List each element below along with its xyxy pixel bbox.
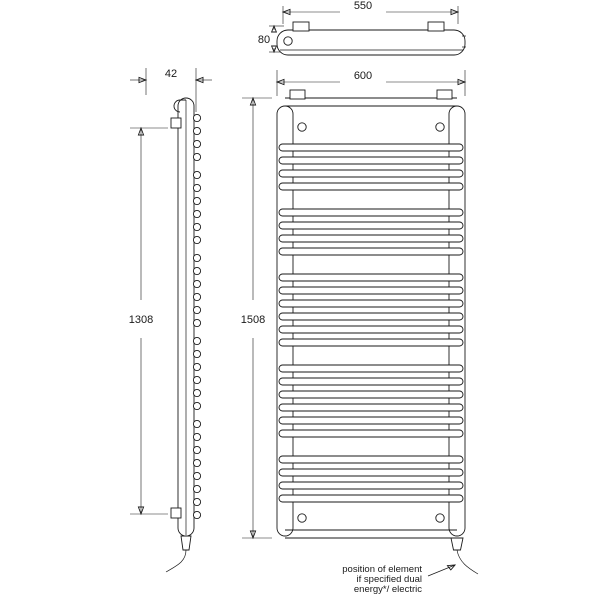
front-rails [279, 144, 463, 502]
side-bracket-bottom [171, 508, 181, 518]
front-port-bottom-right [436, 514, 444, 522]
top-bracket-left [293, 22, 309, 31]
front-port-bottom-left [298, 514, 306, 522]
top-view-body [277, 30, 465, 55]
top-bracket-right [428, 22, 444, 31]
annotation-leader-line [428, 565, 455, 576]
front-port-top-right [436, 123, 444, 131]
annotation-line-1: position of element [342, 564, 422, 575]
front-height-dimension-label: 1508 [240, 314, 266, 326]
side-view [129, 68, 212, 572]
top-width-dimension-label: 550 [353, 0, 373, 12]
front-port-top-left [298, 123, 306, 131]
side-element-body [181, 536, 191, 550]
front-width-dimension-label: 600 [353, 70, 373, 82]
side-depth-dimension-label: 42 [164, 68, 178, 80]
front-element-cable [457, 550, 478, 574]
top-element-port [284, 37, 292, 45]
side-height-dimension-label: 1308 [128, 314, 154, 326]
top-depth-dimension-label: 80 [257, 34, 271, 46]
side-bracket-top [171, 118, 181, 128]
annotation-line-2: if specified dual [356, 574, 422, 585]
annotation-line-3: energy*/ electric [353, 584, 422, 595]
front-view [241, 70, 478, 574]
side-element-cable [166, 550, 186, 572]
top-view [258, 0, 466, 55]
element-position-annotation [342, 564, 455, 595]
front-bracket-top-right [437, 90, 452, 99]
side-rail-markers [193, 114, 200, 518]
front-element-body [451, 538, 463, 550]
front-bracket-top-left [290, 90, 305, 99]
